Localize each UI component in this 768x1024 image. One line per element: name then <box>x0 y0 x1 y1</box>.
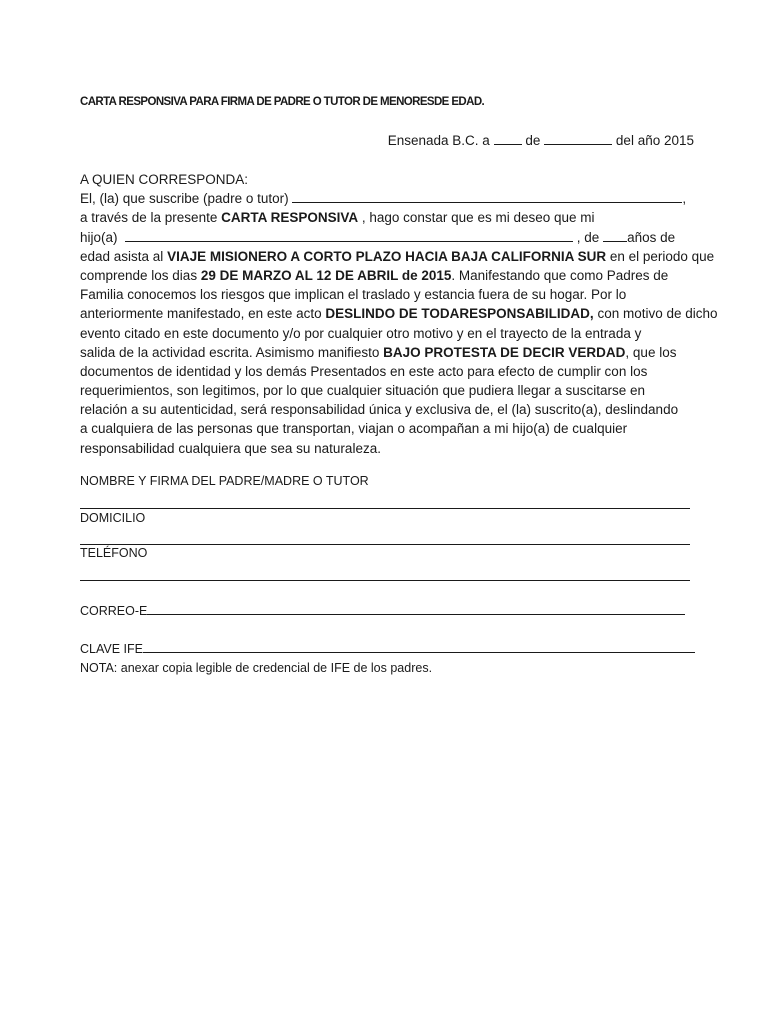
year-label: del año 2015 <box>615 133 694 148</box>
child-name-blank <box>125 228 573 242</box>
month-blank <box>544 131 612 145</box>
text-segment: años de <box>627 229 676 245</box>
day-blank <box>494 131 522 145</box>
body-line-11: requerimientos, son legitimos, por lo que cualquier situación que pudiera llegar a suscitarse en <box>80 383 646 399</box>
body-line-3 <box>80 228 700 247</box>
body-line-2 <box>80 208 700 227</box>
signature-line <box>80 508 690 509</box>
body-line-1 <box>80 189 700 208</box>
text-segment: a través de la presente <box>80 210 222 226</box>
letter-body <box>80 170 718 458</box>
text-segment: , que los <box>625 344 677 360</box>
text-segment: , de <box>573 229 604 245</box>
body-line-6: Familia conocemos los riesgos que implican el traslado y estancia fuera de su hogar. Por lo <box>80 287 627 303</box>
ife-label: CLAVE IFE <box>80 642 143 656</box>
body-line-7 <box>80 304 718 323</box>
text-segment: anteriormente manifestado, en este acto <box>80 306 326 322</box>
bold-segment: BAJO PROTESTA DE DECIR VERDAD <box>383 344 626 360</box>
phone-line <box>80 580 690 581</box>
text-segment: , hago constar que es mi deseo que mi <box>358 210 595 226</box>
text-segment: comprende los dias <box>80 267 201 283</box>
bold-segment: CARTA RESPONSIVA <box>221 210 359 226</box>
document-title: CARTA RESPONSIVA PARA FIRMA DE PADRE O TUTOR DE MENORESDE EDAD. <box>80 96 485 108</box>
note: NOTA: anexar copia legible de credencial de IFE de los padres. <box>80 661 433 675</box>
bold-segment: 29 DE MARZO AL 12 DE ABRIL de 2015 <box>200 267 452 283</box>
greeting: A QUIEN CORRESPONDA: <box>80 172 249 187</box>
body-line-10: documentos de identidad y los demás Presentados en este acto para efecto de cumplir con los <box>80 363 648 379</box>
address-label: DOMICILIO <box>80 511 146 525</box>
age-blank <box>603 228 627 242</box>
body-line-4 <box>80 247 715 266</box>
ife-row <box>80 641 695 656</box>
bold-segment: VIAJE MISIONERO A CORTO PLAZO HACIA BAJA CALIFORNIA SUR <box>167 248 607 264</box>
text-segment: edad asista al <box>80 248 168 264</box>
phone-label: TELÉFONO <box>80 546 148 560</box>
city-label: Ensenada B.C. a <box>387 133 490 148</box>
parent-name-blank <box>292 189 682 203</box>
text-segment: salida de la actividad escrita. Asimismo manifiesto <box>80 344 384 360</box>
text-segment: con motivo de dicho <box>593 306 718 322</box>
de-label: de <box>525 133 541 148</box>
ife-line <box>143 641 695 653</box>
suscribe-label: El, (la) que suscribe (padre o tutor) <box>80 191 289 207</box>
body-line-8: evento citado en este documento y/o por cualquier otro motivo y en el trayecto de la entrada y <box>80 325 642 341</box>
body-line-9 <box>80 343 700 362</box>
body-line-12: relación a su autenticidad, será responsabilidad única y exclusiva de, el (la) suscrito(a), deslindando <box>80 402 679 418</box>
place-date-line <box>388 131 694 148</box>
body-line-14: responsabilidad cualquiera que sea su naturaleza. <box>80 440 381 456</box>
signature-label: NOMBRE Y FIRMA DEL PADRE/MADRE O TUTOR <box>80 474 369 488</box>
body-line-5 <box>80 266 700 285</box>
address-line <box>80 544 690 545</box>
comma: , <box>682 191 687 207</box>
text-segment: en el periodo que <box>606 248 715 264</box>
email-row <box>80 603 685 618</box>
email-line <box>147 603 685 615</box>
body-line-13: a cualquiera de las personas que transportan, viajan o acompañan a mi hijo(a) de cualquier <box>80 421 628 437</box>
text-segment: . Manifestando que como Padres de <box>451 267 669 283</box>
email-label: CORREO-E <box>80 604 148 618</box>
hijo-label: hijo(a) <box>80 229 118 245</box>
bold-segment: DESLINDO DE TODARESPONSABILIDAD, <box>325 306 594 322</box>
